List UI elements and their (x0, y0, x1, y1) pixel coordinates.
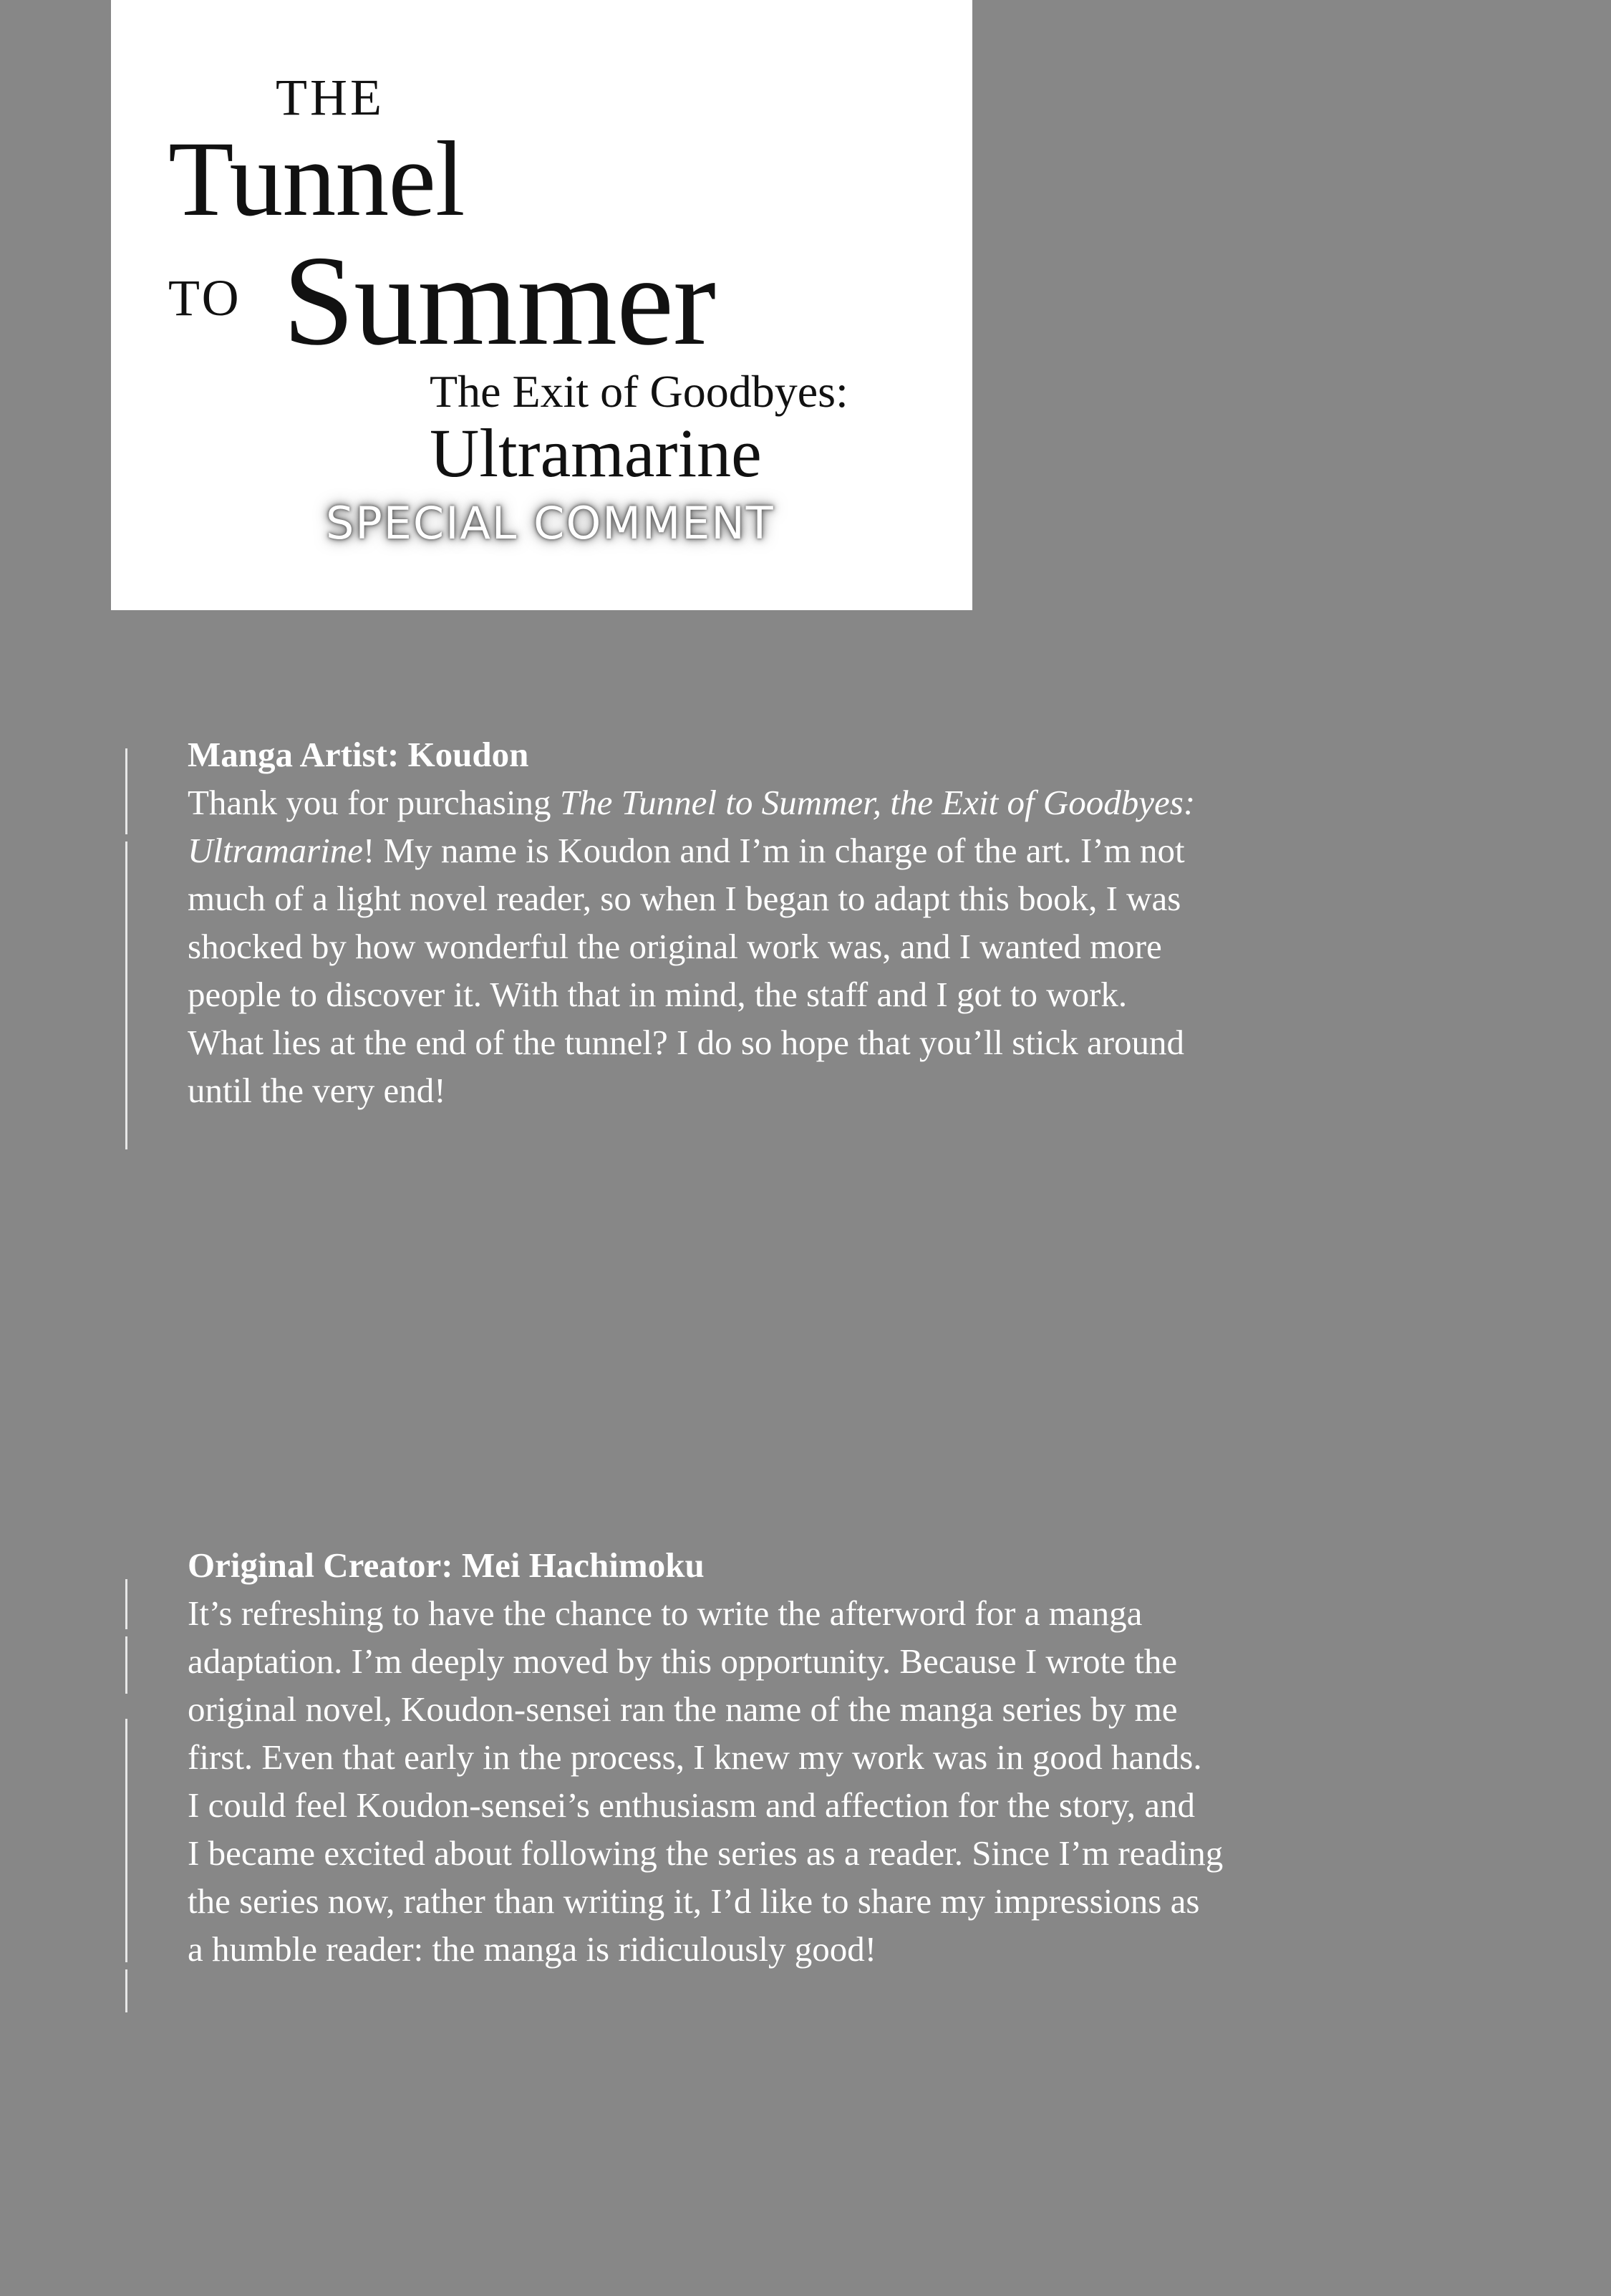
artist-heading: Manga Artist: Koudon (188, 735, 529, 774)
artist-comment (188, 730, 1195, 1114)
text: ! My name is Koudon and I’m in charge of the art. I’m not (363, 831, 1185, 870)
text: Thank you for purchasing (188, 783, 560, 822)
title-subtitle: The Exit of Goodbyes: (430, 366, 848, 417)
margin-rule (125, 1969, 127, 2012)
comment-line: people to discover it. With that in mind, the staff and I got to work. (188, 975, 1128, 1014)
comment-line: until the very end! (188, 1071, 446, 1110)
comment-line (188, 778, 1195, 826)
comment-line: I became excited about following the series as a reader. Since I’m reading (188, 1833, 1224, 1873)
margin-rule (125, 841, 127, 1149)
comment-line (188, 826, 1195, 874)
comment-line: adaptation. I’m deeply moved by this opportunity. Because I wrote the (188, 1641, 1178, 1681)
comment-line: the series now, rather than writing it, I’d like to share my impressions as (188, 1881, 1200, 1921)
comment-line: first. Even that early in the process, I knew my work was in good hands. (188, 1737, 1202, 1777)
title-tunnel: Tunnel (168, 120, 465, 238)
creator-comment (188, 1541, 1223, 1973)
comment-line: shocked by how wonderful the original work was, and I wanted more (188, 927, 1162, 966)
title-to: TO (168, 269, 242, 327)
title-logo-box (111, 0, 972, 610)
comment-line: much of a light novel reader, so when I began to adapt this book, I was (188, 879, 1181, 918)
special-comment-label: SPECIAL COMMENT (326, 497, 775, 549)
comment-line: original novel, Koudon-sensei ran the name of the manga series by me (188, 1689, 1178, 1729)
creator-heading: Original Creator: Mei Hachimoku (188, 1545, 705, 1585)
margin-rule (125, 748, 127, 834)
book-title: Ultramarine (188, 831, 363, 870)
title-ultramarine: Ultramarine (430, 415, 762, 491)
comment-line: What lies at the end of the tunnel? I do so hope that you’ll stick around (188, 1023, 1185, 1062)
comment-line: a humble reader: the manga is ridiculously good! (188, 1929, 877, 1969)
title-the: THE (276, 69, 384, 126)
title-summer: Summer (283, 229, 715, 372)
comment-line: I could feel Koudon-sensei’s enthusiasm and affection for the story, and (188, 1785, 1196, 1825)
book-title: The Tunnel to Summer, the Exit of Goodbyes: (559, 783, 1196, 822)
comment-line: It’s refreshing to have the chance to write the afterword for a manga (188, 1593, 1143, 1633)
margin-rule (125, 1719, 127, 1962)
margin-rule (125, 1636, 127, 1694)
margin-rule (125, 1579, 127, 1629)
